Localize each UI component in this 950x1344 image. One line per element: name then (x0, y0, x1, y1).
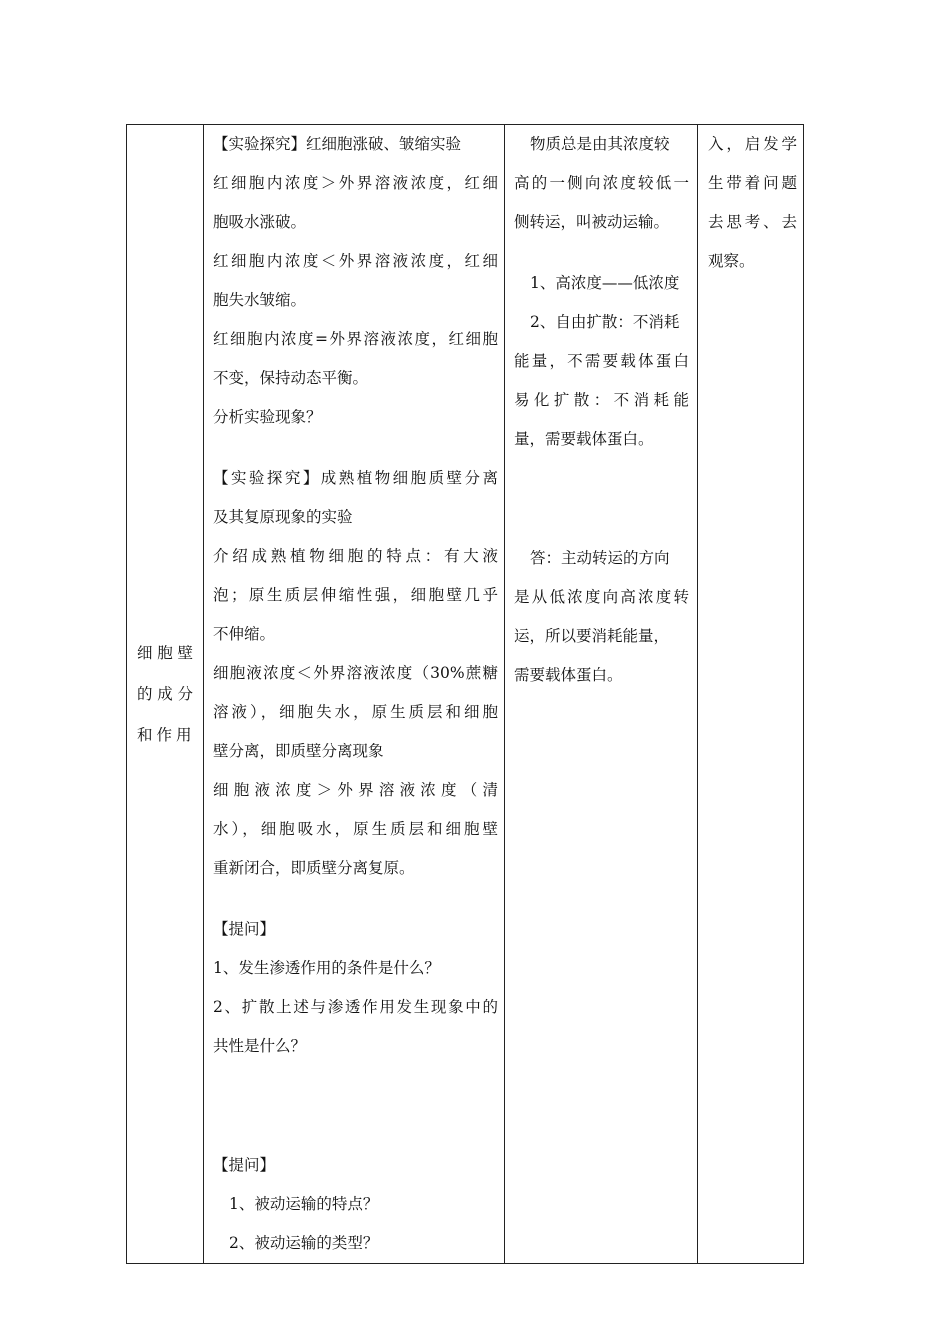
experiment1-title: 【实验探究】红细胞涨破、皱缩实验 (213, 135, 462, 153)
topic-cell (127, 125, 204, 1264)
experiment2-line: 细胞液浓度＜外界溶液浓度（30%蔗糖 (213, 664, 498, 682)
answer-line: 1、高浓度——低浓度 (530, 274, 680, 292)
question1-line: 1、发生渗透作用的条件是什么？ (213, 959, 440, 977)
experiment1-question: 分析实验现象？ (213, 408, 322, 426)
answer-line: 物质总是由其浓度较 (530, 135, 670, 153)
question2-line: 1、被动运输的特点？ (229, 1195, 379, 1213)
experiment1-line: 不变，保持动态平衡。 (213, 369, 369, 387)
intent-line: 观察。 (708, 252, 755, 270)
experiment1-line: 胞失水皱缩。 (213, 291, 307, 309)
question2-line: 2、被动运输的类型？ (229, 1234, 379, 1252)
answer-line: 量，需要载体蛋白。 (514, 430, 654, 448)
intent-line: 生带着问题 (708, 174, 797, 192)
experiment2-line: 溶液），细胞失水，原生质层和细胞 (213, 703, 498, 721)
answer-line: 需要载体蛋白。 (514, 666, 623, 684)
experiment1-line: 红细胞内浓度＞外界溶液浓度，红细 (213, 174, 498, 192)
experiment2-line: 水），细胞吸水，原生质层和细胞壁 (213, 820, 498, 838)
experiment2-line: 不伸缩。 (213, 625, 276, 643)
experiment1-line: 红细胞内浓度=外界溶液浓度，红细胞 (213, 330, 498, 348)
question1-title: 【提问】 (213, 920, 276, 938)
answer-line: 答：主动转运的方向 (530, 549, 670, 567)
answer-line: 能量，不需要载体蛋白 (514, 352, 689, 370)
experiment1-line: 红细胞内浓度＜外界溶液浓度，红细 (213, 252, 498, 270)
experiment2-line: 介绍成熟植物细胞的特点：有大液 (213, 547, 498, 565)
student-activity-cell (505, 125, 698, 1264)
question1-line: 2、扩散上述与渗透作用发生现象中的 (213, 998, 498, 1016)
question1-line: 共性是什么？ (213, 1037, 307, 1055)
experiment2-line: 重新闭合，即质壁分离复原。 (213, 859, 415, 877)
experiment1-line: 胞吸水涨破。 (213, 213, 307, 231)
intent-line: 去思考、去 (708, 213, 797, 231)
lesson-table (126, 124, 804, 1264)
experiment2-title: 及其复原现象的实验 (213, 508, 353, 526)
intent-line: 入，启发学 (708, 135, 797, 153)
answer-line: 侧转运，叫被动运输。 (514, 213, 670, 231)
topic-text: 细胞壁的成分和作用 (137, 643, 197, 744)
question2-title: 【提问】 (213, 1156, 276, 1174)
experiment2-line: 细胞液浓度＞外界溶液浓度（清 (213, 781, 498, 799)
table-row (127, 125, 804, 1264)
experiment2-line: 壁分离，即质壁分离现象 (213, 742, 384, 760)
answer-line: 是从低浓度向高浓度转 (514, 588, 689, 606)
answer-line: 运，所以要消耗能量， (514, 627, 670, 645)
activity-cell (204, 125, 505, 1264)
answer-line: 易化扩散：不消耗能 (514, 391, 689, 409)
experiment2-line: 泡；原生质层伸缩性强，细胞壁几乎 (213, 586, 498, 604)
experiment2-title: 【实验探究】成熟植物细胞质壁分离 (213, 469, 498, 487)
answer-line: 2、自由扩散：不消耗 (530, 313, 680, 331)
answer-line: 高的一侧向浓度较低一 (514, 174, 689, 192)
design-intent-cell (698, 125, 804, 1264)
